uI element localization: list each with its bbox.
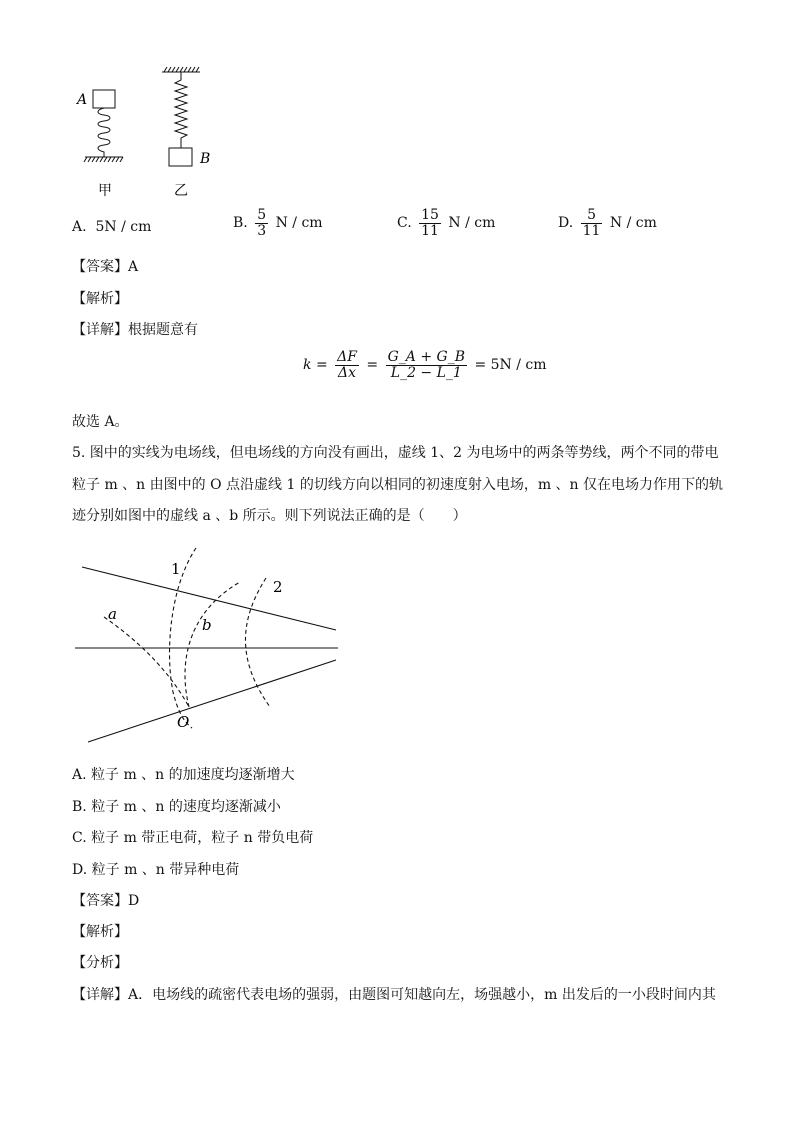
q5-option-b: B. 粒子 m 、n 的速度均逐渐减小 [72,799,281,815]
q5-option-d: D. 粒子 m 、n 带异种电荷 [72,862,240,878]
caption-yi: 乙 [174,183,188,199]
label-equipotential-2: 2 [273,578,283,596]
q4-formula: k = $\frac{\Delta F}{\Delta x}$ = $\frac{G\_A + G\_B}{L\_2 - L\_1}$ = 5N / cm [303,349,547,381]
q5-answer: 【答案】D [72,893,140,909]
q5-option-a: A. 粒子 m 、n 的加速度均逐渐增大 [72,767,295,783]
q4-option-c: C. $\frac{15}{11}$ N / cm [397,207,496,239]
trajectory-b [185,582,240,707]
spring-jia [98,108,110,157]
label-trajectory-b: b [202,616,212,634]
equipotential-2 [245,578,270,707]
q5-detail: 【详解】A．电场线的疏密代表电场的强弱，由题图可知越向左，场强越小，m 出发后的一小段时间内其 [72,987,716,1003]
q5-stem-line-3: 迹分别如图中的虚线 a 、b 所示。则下列说法正确的是（ ） [72,508,467,524]
q5-option-c: C. 粒子 m 带正电荷，粒子 n 带负电荷 [72,830,314,846]
q4-option-a: A. 5N / cm [72,219,152,235]
q5-fenxi-tag: 【分析】 [72,955,128,971]
q4-option-d: D. $\frac{5}{11}$ N / cm [558,207,657,239]
q4-option-b: B. $\frac{5}{3}$ N / cm [233,207,323,239]
spring-system-yi [162,67,210,167]
block-b [169,148,192,166]
block-a [93,90,115,108]
trajectory-a [104,617,189,707]
ceiling-hatch-yi [164,67,199,72]
label-equipotential-1: 1 [171,560,181,578]
field-line-figure [70,542,350,748]
spring-system-jia [75,90,123,162]
spring-figure [60,60,260,205]
caption-jia: 甲 [98,183,112,199]
q4-detail: 【详解】根据题意有 [72,322,198,338]
q5-stem-line-2: 粒子 m 、n 由图中的 O 点沿虚线 1 的切线方向以相同的初速度射入电场，m 、n 仅在电场力作用下的轨 [72,477,724,493]
q4-analysis-tag: 【解析】 [72,291,128,307]
q5-analysis-tag: 【解析】 [72,924,128,940]
q4-conclusion: 故选 A。 [72,414,129,430]
spring-yi [175,72,187,148]
label-b: B [200,151,211,167]
label-point-o: O [177,713,190,731]
q5-stem-line-1: 5. 图中的实线为电场线，但电场线的方向没有画出，虚线 1、2 为电场中的两条等势线，两个不同的带电 [72,445,719,461]
label-trajectory-a: a [108,605,117,623]
ground-hatch-jia [84,157,123,162]
field-line-bottom [88,660,336,742]
label-a: A [77,92,88,108]
q4-answer: 【答案】A [72,259,139,275]
